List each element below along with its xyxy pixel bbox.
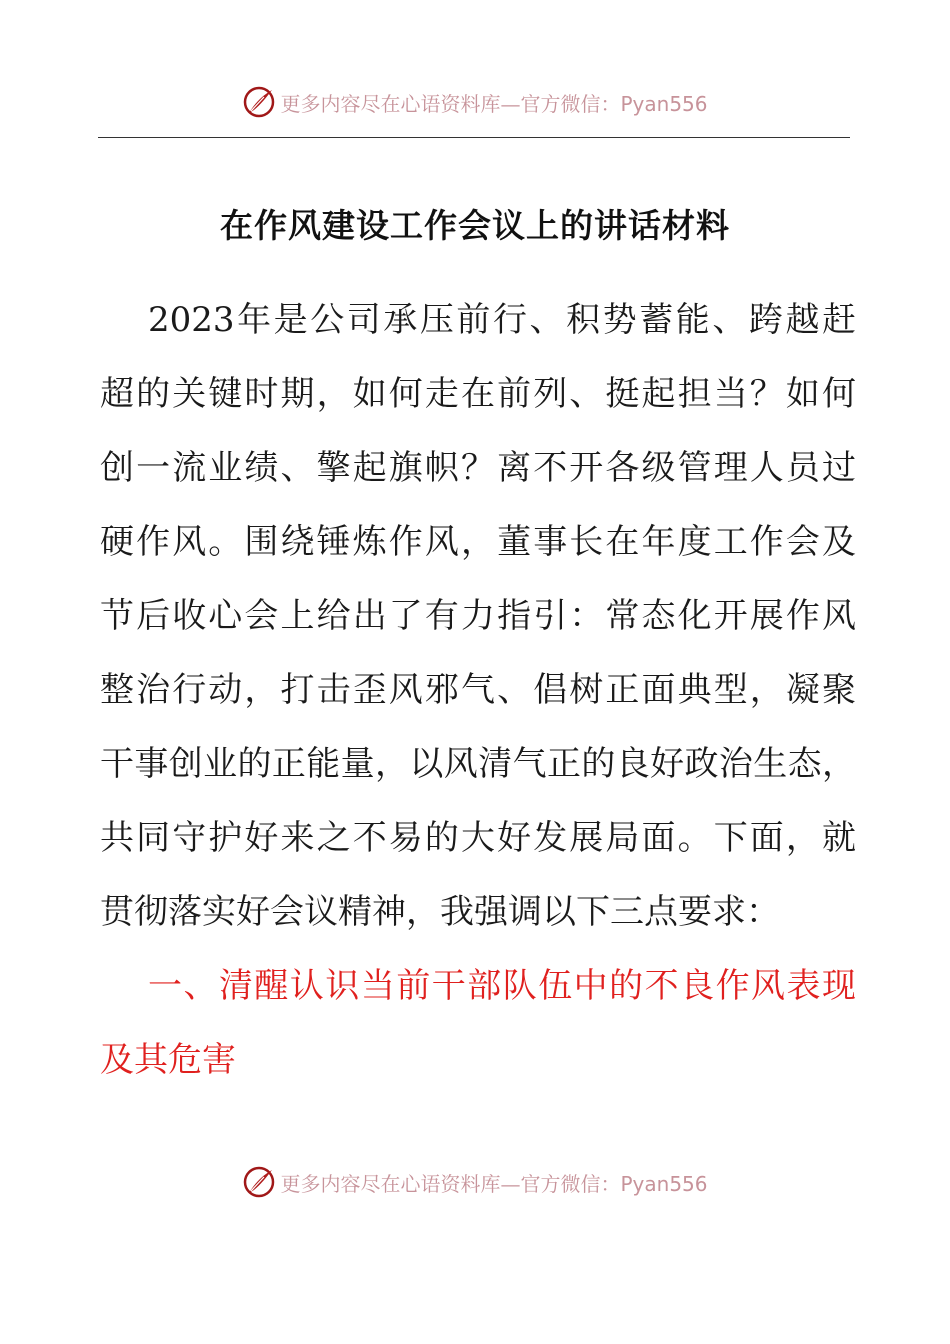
header-banner	[0, 80, 950, 124]
paragraph-line: 创一流业绩、擎起旗帜？离不开各级管理人员过	[100, 448, 856, 488]
paragraph-line: 硬作风。围绕锤炼作风，董事长在年度工作会及	[100, 522, 856, 562]
quill-pen-logo-icon	[242, 1165, 276, 1199]
header-banner-text	[280, 88, 707, 117]
footer-banner	[0, 1160, 950, 1204]
body-paragraph	[100, 283, 856, 949]
paragraph-line: 干事创业的正能量，以风清气正的良好政治生态，	[100, 744, 856, 784]
paragraph-line: 共同守护好来之不易的大好发展局面。下面，就	[100, 818, 856, 858]
paragraph-line: 超的关键时期，如何走在前列、挺起担当？如何	[100, 374, 856, 414]
paragraph-line: 2023年是公司承压前行、积势蓄能、跨越赶	[148, 300, 856, 340]
paragraph-line: 整治行动，打击歪风邪气、倡树正面典型，凝聚	[100, 670, 856, 710]
footer-banner-text	[280, 1168, 707, 1197]
paragraph-line: 节后收心会上给出了有力指引：常态化开展作风	[100, 596, 856, 636]
paragraph-line: 贯彻落实好会议精神，我强调以下三点要求：	[100, 892, 780, 932]
header-banner-label: 更多内容尽在心语资料库—官方微信：	[280, 91, 621, 116]
section-heading-line: 一、清醒认识当前干部队伍中的不良作风表现	[148, 966, 856, 1006]
section-heading	[100, 949, 856, 1097]
section-heading-line: 及其危害	[100, 1040, 236, 1080]
document-title: 在作风建设工作会议上的讲话材料	[220, 206, 730, 245]
footer-banner-label: 更多内容尽在心语资料库—官方微信：	[280, 1171, 621, 1196]
header-wechat-id: Pyan556	[620, 91, 708, 116]
quill-pen-logo-icon	[242, 85, 276, 119]
footer-wechat-id: Pyan556	[620, 1171, 708, 1196]
header-divider	[98, 137, 850, 138]
